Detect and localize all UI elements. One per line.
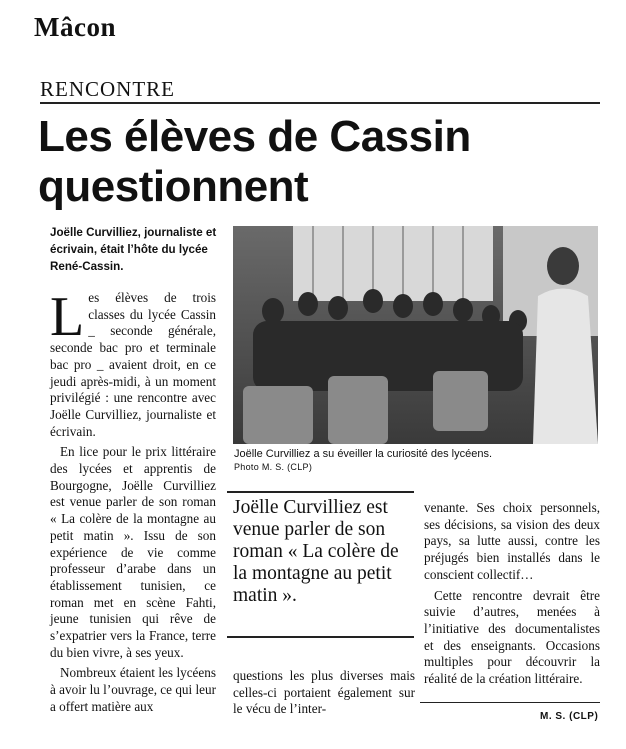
paragraph-2: En lice pour le prix littéraire des lycées et apprentis de Bourgogne, Joëlle Curvilliez est venue parler de son roman « La colère de la montagne au petit matin ». Issu de son expérience de vie comme professeur d’arabe dans un établissement tunisien, ce roman met en scène Fahti, jeune tunisien qui rêve de s’expatrier vers la France, terre du bien vivre, à ses yeux.: [50, 444, 216, 660]
end-rule: [420, 702, 600, 703]
author-signature: M. S. (CLP): [540, 711, 599, 722]
section-title: Mâcon: [34, 12, 116, 42]
classroom-photo-image: [233, 226, 598, 444]
rubric-rule: [40, 102, 600, 104]
column-2-text: questions les plus diverses mais celles-ci portaient également sur le vécu de l’inter-: [233, 668, 415, 717]
headline-line-2: questionnent: [38, 162, 309, 211]
article-column-1: [50, 286, 216, 716]
rubric-label: RENCONTRE: [40, 77, 175, 101]
paragraph-1-text: es élèves de trois classes du lycée Cassin _ seconde générale, seconde bac pro et terminale bac pro _ avaient droit, en ce jeudi après-midi, à un moment privilégié : une rencontre avec Joëlle Curvilliez, journaliste et écrivain.: [50, 290, 216, 439]
paragraph-1: [50, 286, 216, 440]
pullquote-rule-bottom: [227, 636, 414, 638]
column-3-paragraph-2: Cette rencontre devrait être suivie d’autres, menées à l’initiative des documentalistes et des enseignants. Occasions multiples pour découvrir la réalité de la création littéraire.: [424, 587, 600, 687]
article-column-3: [424, 500, 600, 688]
column-3-paragraph-1: venante. Ses choix personnels, ses décisions, sa vision des deux pays, sa lutte aussi, contre les préjugés bien installés dans le conscient collectif…: [424, 500, 600, 582]
pullquote: Joëlle Curvilliez est venue parler de son roman « La colère de la montagne au petit matin ».: [233, 497, 399, 606]
headline: [38, 112, 608, 212]
chapo: Joëlle Curvilliez, journaliste et écrivain, était l’hôte du lycée René-Cassin.: [50, 226, 217, 273]
headline-line-1: Les élèves de Cassin: [38, 112, 471, 161]
paragraph-3: Nombreux étaient les lycéens à avoir lu l’ouvrage, ce qui leur a offert matière aux: [50, 665, 216, 714]
photo-caption: [234, 448, 599, 474]
article-column-2: [233, 668, 415, 718]
caption-text: Joëlle Curvilliez a su éveiller la curiosité des lycéens.: [234, 448, 493, 460]
pullquote-rule-top: [227, 491, 414, 493]
article-photo: [233, 226, 598, 444]
drop-cap: L: [50, 286, 85, 348]
photo-credit: Photo M. S. (CLP): [234, 462, 313, 472]
